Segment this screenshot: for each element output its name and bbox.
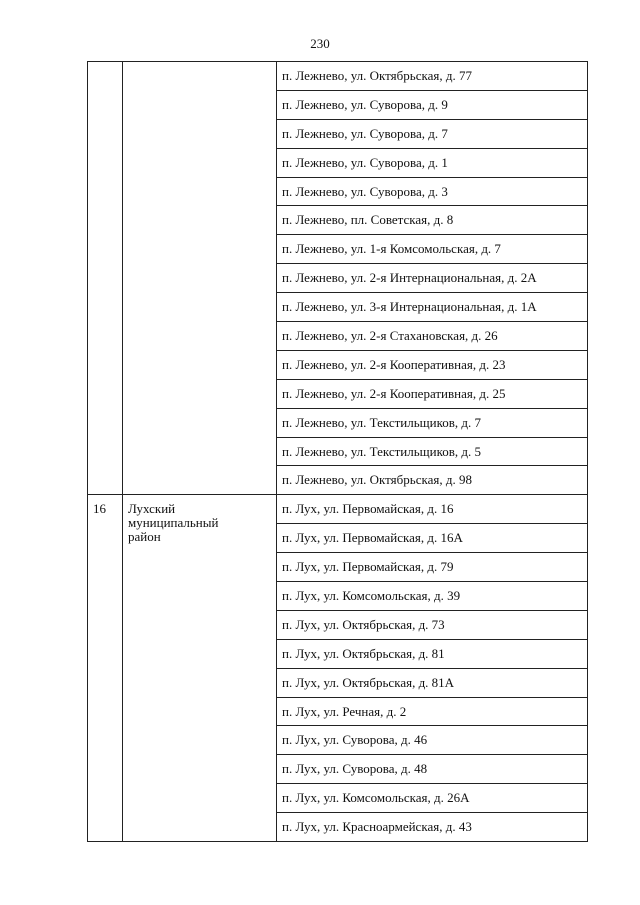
row-number-cell bbox=[88, 62, 123, 495]
address-cell bbox=[277, 437, 588, 466]
address-text: п. Лежнево, ул. Текстильщиков, д. 7 bbox=[282, 414, 482, 430]
address-cell bbox=[277, 293, 588, 322]
address-text: п. Лежнево, ул. Текстильщиков, д. 5 bbox=[282, 443, 482, 459]
table-body bbox=[88, 62, 588, 842]
address-cell bbox=[277, 668, 588, 697]
address-text: п. Лух, ул. Красноармейская, д. 43 bbox=[282, 819, 472, 835]
address-cell bbox=[277, 639, 588, 668]
address-cell bbox=[277, 553, 588, 582]
address-text: п. Лух, ул. Октябрьская, д. 81 bbox=[282, 645, 445, 661]
address-cell bbox=[277, 90, 588, 119]
address-text: п. Лух, ул. Октябрьская, д. 73 bbox=[282, 616, 445, 632]
address-cell bbox=[277, 582, 588, 611]
address-text: п. Лух, ул. Первомайская, д. 79 bbox=[282, 559, 454, 575]
district-name bbox=[123, 495, 276, 544]
address-text: п. Лежнево, ул. 2-я Кооперативная, д. 25 bbox=[282, 385, 506, 401]
district-cell bbox=[123, 495, 277, 842]
address-cell bbox=[277, 813, 588, 842]
address-cell bbox=[277, 148, 588, 177]
page-number: 230 bbox=[310, 36, 330, 51]
address-cell bbox=[277, 466, 588, 495]
address-cell bbox=[277, 119, 588, 148]
address-text: п. Лежнево, ул. Суворова, д. 3 bbox=[282, 183, 448, 199]
row-number-cell bbox=[88, 495, 123, 842]
address-text: п. Лух, ул. Суворова, д. 46 bbox=[282, 732, 428, 748]
address-text: п. Лежнево, ул. 2-я Интернациональная, д. 2А bbox=[282, 270, 537, 286]
address-text: п. Лух, ул. Комсомольская, д. 26А bbox=[282, 790, 470, 806]
address-cell bbox=[277, 726, 588, 755]
district-name-line: муниципальный bbox=[128, 515, 219, 531]
address-cell bbox=[277, 755, 588, 784]
address-cell bbox=[277, 408, 588, 437]
district-name-line: Лухский bbox=[128, 501, 176, 517]
address-table bbox=[87, 61, 588, 842]
address-cell bbox=[277, 524, 588, 553]
address-text: п. Лух, ул. Речная, д. 2 bbox=[282, 703, 407, 719]
address-text: п. Лежнево, ул. Октябрьская, д. 98 bbox=[282, 472, 472, 488]
district-cell bbox=[123, 62, 277, 495]
address-text: п. Лух, ул. Октябрьская, д. 81А bbox=[282, 674, 455, 690]
address-cell bbox=[277, 62, 588, 91]
address-cell bbox=[277, 610, 588, 639]
address-cell bbox=[277, 206, 588, 235]
address-text: п. Лежнево, ул. 3-я Интернациональная, д. 1А bbox=[282, 299, 537, 315]
address-cell bbox=[277, 177, 588, 206]
address-text: п. Лежнево, ул. 1-я Комсомольская, д. 7 bbox=[282, 241, 501, 257]
section-number: 16 bbox=[93, 501, 106, 517]
address-cell bbox=[277, 350, 588, 379]
address-cell bbox=[277, 495, 588, 524]
address-text: п. Лух, ул. Комсомольская, д. 39 bbox=[282, 588, 461, 604]
address-cell bbox=[277, 379, 588, 408]
district-name-line: район bbox=[128, 529, 161, 545]
address-text: п. Лежнево, пл. Советская, д. 8 bbox=[282, 212, 454, 228]
address-text: п. Лежнево, ул. Октябрьская, д. 77 bbox=[282, 68, 472, 83]
address-text: п. Лух, ул. Первомайская, д. 16 bbox=[282, 501, 454, 517]
address-text: п. Лух, ул. Первомайская, д. 16А bbox=[282, 530, 463, 546]
address-text: п. Лежнево, ул. 2-я Кооперативная, д. 23 bbox=[282, 356, 506, 372]
address-text: п. Лежнево, ул. Суворова, д. 9 bbox=[282, 96, 448, 112]
address-cell bbox=[277, 784, 588, 813]
address-text: п. Лух, ул. Суворова, д. 48 bbox=[282, 761, 428, 777]
address-cell bbox=[277, 235, 588, 264]
address-cell bbox=[277, 697, 588, 726]
address-text: п. Лежнево, ул. Суворова, д. 1 bbox=[282, 154, 448, 170]
table-row bbox=[88, 495, 588, 524]
table-row bbox=[88, 62, 588, 91]
address-cell bbox=[277, 264, 588, 293]
address-text: п. Лежнево, ул. 2-я Стахановская, д. 26 bbox=[282, 328, 498, 344]
address-text: п. Лежнево, ул. Суворова, д. 7 bbox=[282, 125, 448, 141]
address-cell bbox=[277, 322, 588, 351]
